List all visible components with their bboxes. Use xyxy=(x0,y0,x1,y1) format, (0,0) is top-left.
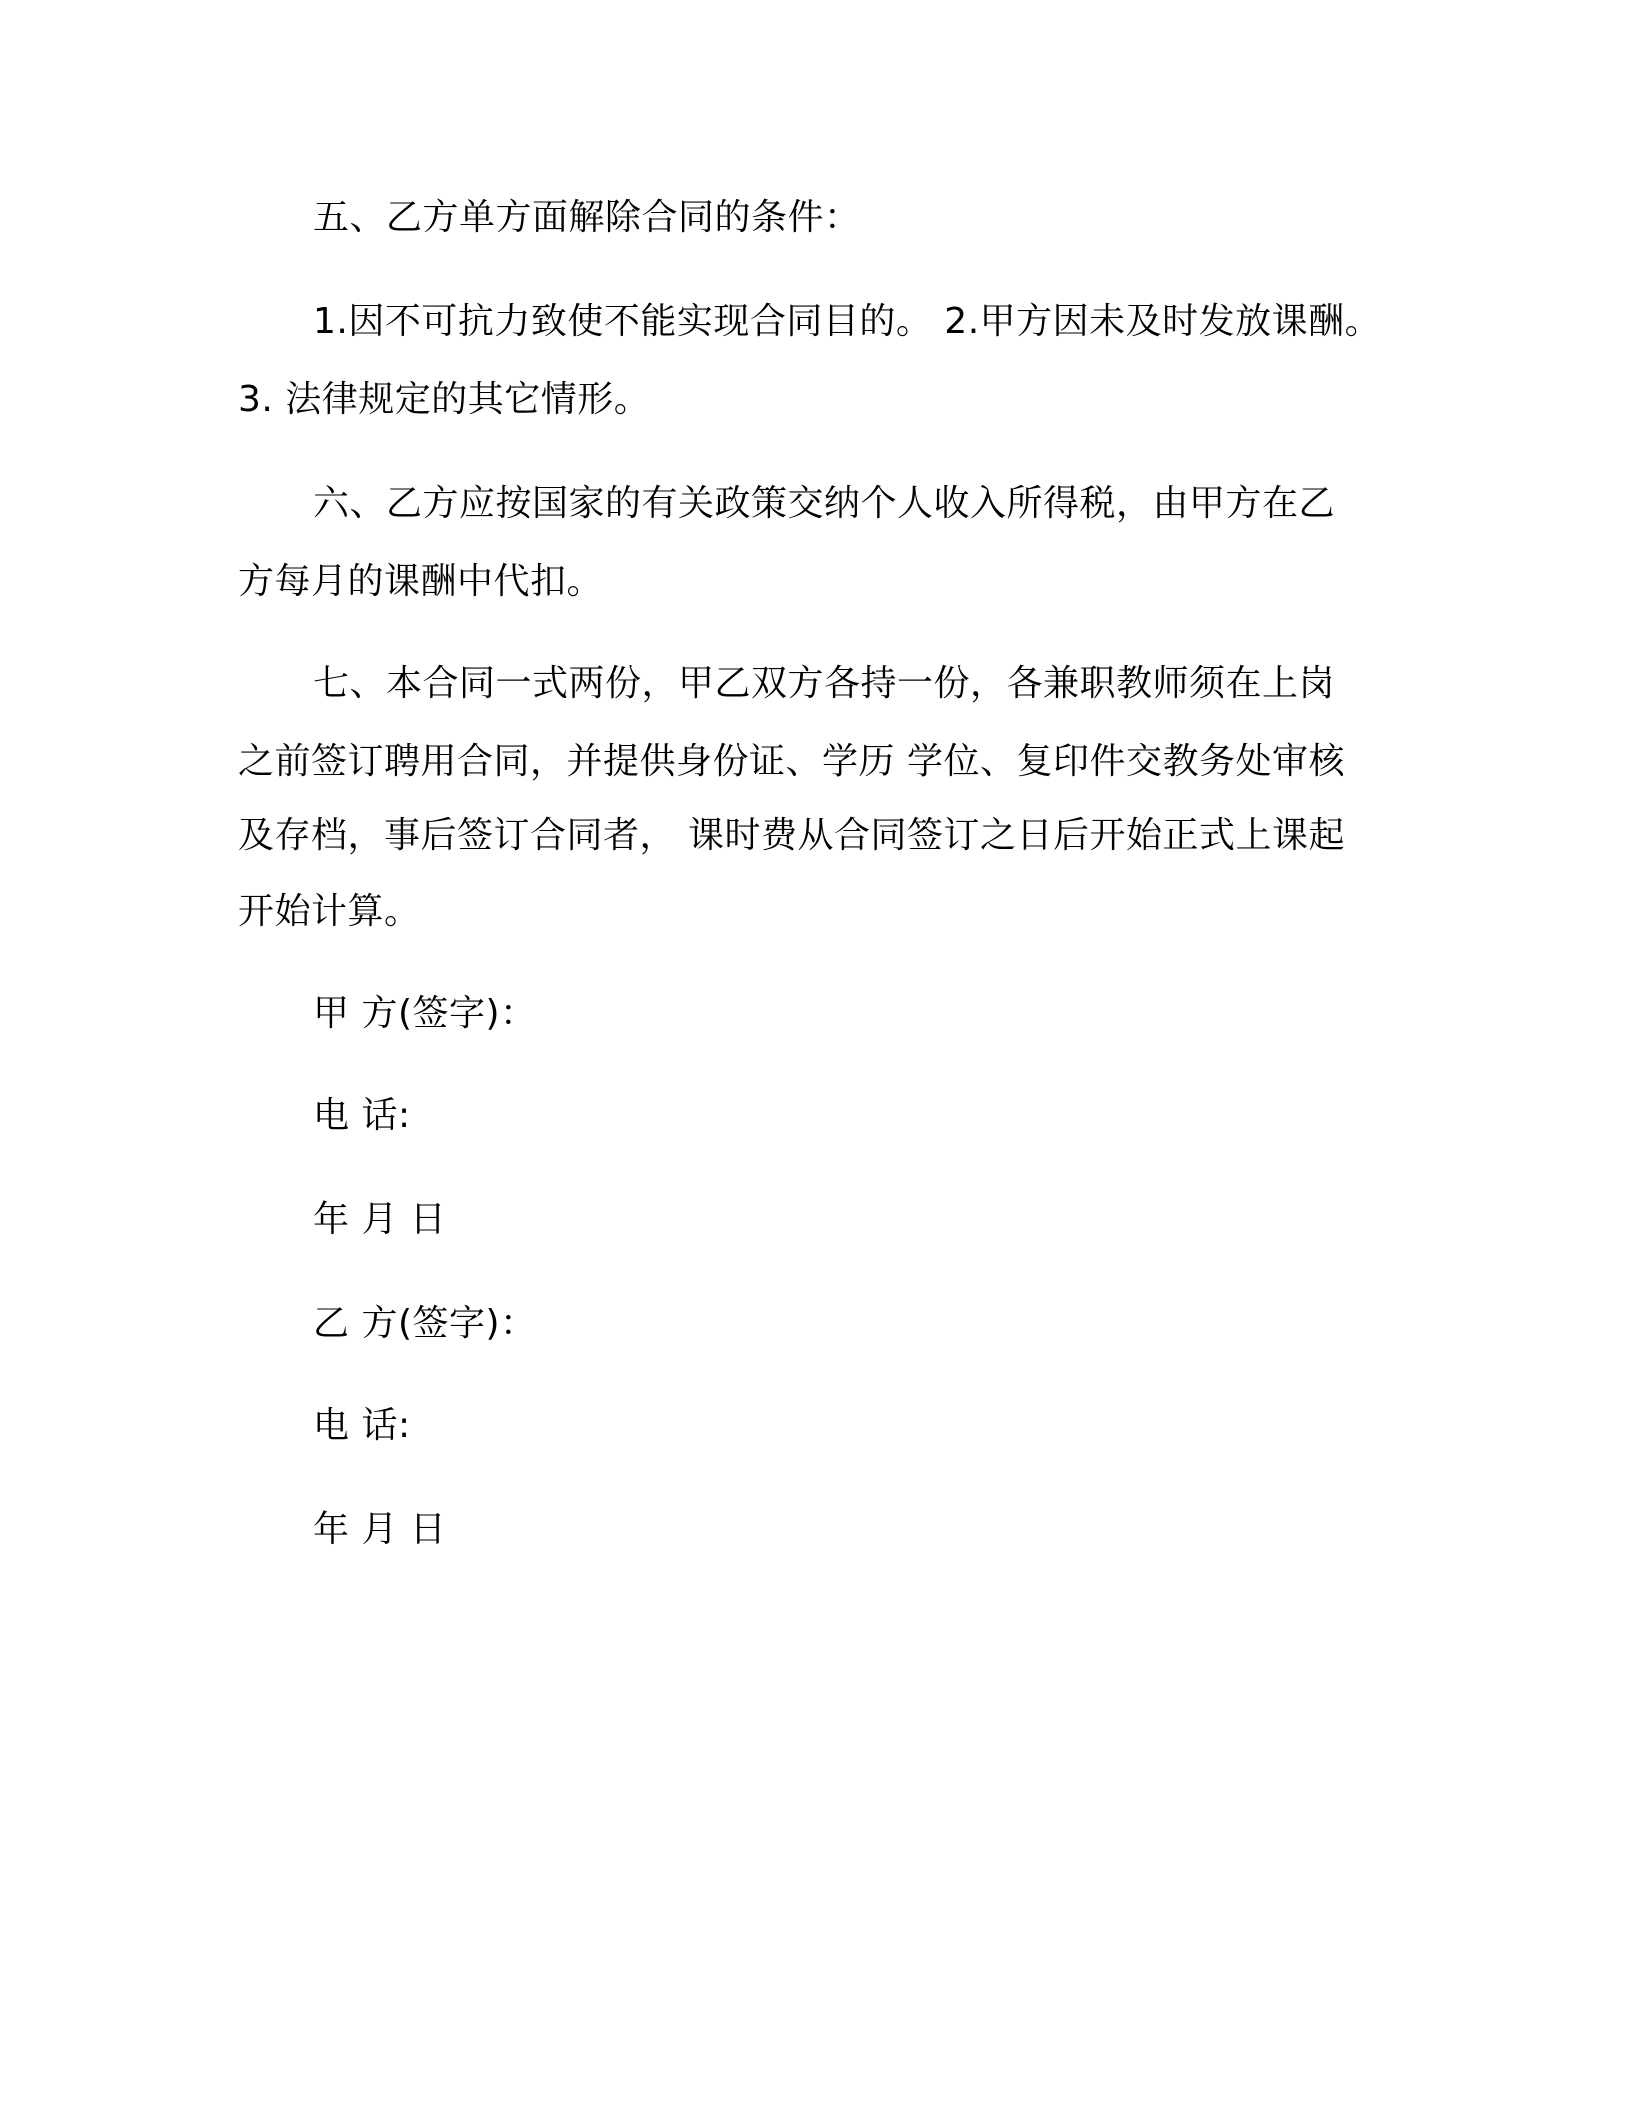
section-7-line-2: 之前签订聘用合同，并提供身份证、学历 学位、复印件交教务处审核 xyxy=(238,741,1345,782)
party-b-phone-label: 电 话: xyxy=(313,1405,411,1446)
party-b-date-label: 年 月 日 xyxy=(313,1509,447,1550)
party-b-signature-label: 乙 方(签字)： xyxy=(313,1303,537,1344)
party-a-phone-label: 电 话: xyxy=(313,1095,411,1136)
section-5-items-line-1: 1.因不可抗力致使不能实现合同目的。 2.甲方因未及时发放课酬。 xyxy=(313,301,1382,342)
section-6-line-2: 方每月的课酬中代扣。 xyxy=(238,561,604,602)
section-7-line-3: 及存档，事后签订合同者， 课时费从合同签订之日后开始正式上课起 xyxy=(238,815,1345,856)
section-6-line-1: 六、乙方应按国家的有关政策交纳个人收入所得税，由甲方在乙 xyxy=(313,483,1336,524)
section-5-heading: 五、乙方单方面解除合同的条件： xyxy=(313,197,861,238)
party-a-date-label: 年 月 日 xyxy=(313,1199,447,1240)
section-7-line-1: 七、本合同一式两份，甲乙双方各持一份，各兼职教师须在上岗 xyxy=(313,663,1336,704)
section-5-items-line-2: 3. 法律规定的其它情形。 xyxy=(238,379,651,420)
party-a-signature-label: 甲 方(签字)： xyxy=(313,993,537,1034)
section-7-line-4: 开始计算。 xyxy=(238,891,421,932)
